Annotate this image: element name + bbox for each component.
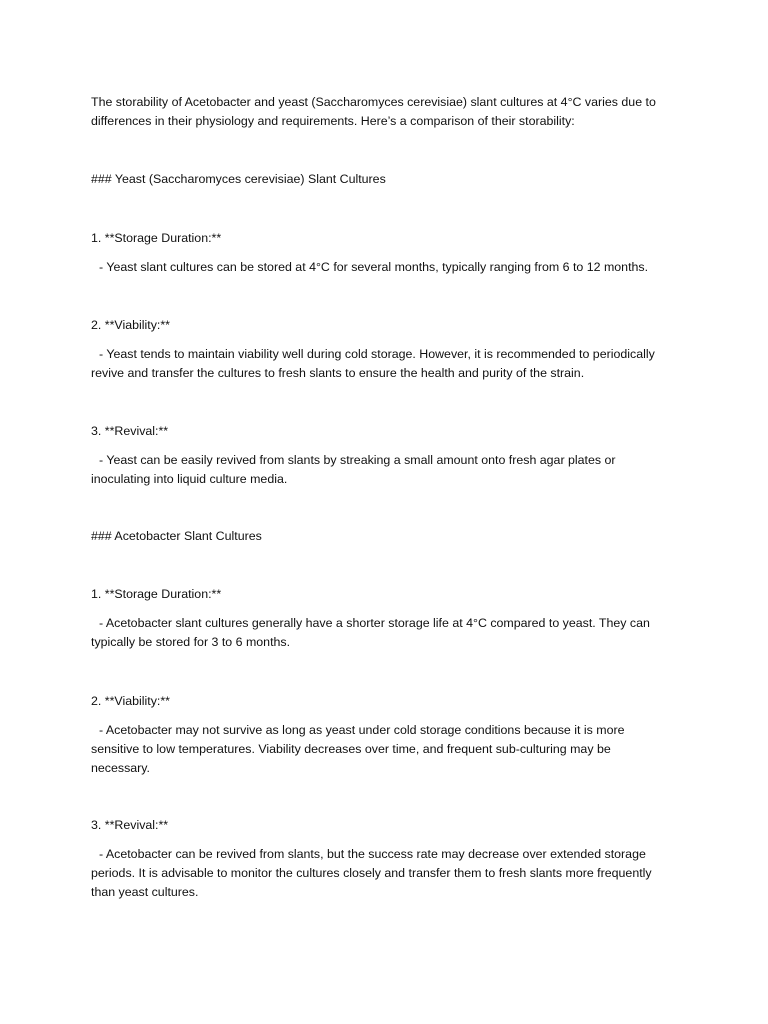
intro-line: differences in their physiology and requirements. Here’s a comparison of their storability: [91,114,575,128]
yeast-item-2-label: 2. **Viability:** [91,318,170,332]
yeast-item-3-text: inoculating into liquid culture media. [91,472,288,486]
yeast-item-2-text: - Yeast tends to maintain viability well during cold storage. However, it is recommended to periodically [99,347,655,361]
yeast-item-3-label: 3. **Revival:** [91,424,169,438]
acetobacter-item-2-label: 2. **Viability:** [91,694,170,708]
acetobacter-item-1-text: typically be stored for 3 to 6 months. [91,635,291,649]
acetobacter-item-1-text: - Acetobacter slant cultures generally have a shorter storage life at 4°C compared to yeast. They can [99,616,650,630]
acetobacter-item-3-text: than yeast cultures. [91,885,199,899]
yeast-item-2-text: revive and transfer the cultures to fresh slants to ensure the health and purity of the strain. [91,366,585,380]
acetobacter-item-3-label: 3. **Revival:** [91,818,169,832]
section-heading-acetobacter: ### Acetobacter Slant Cultures [91,529,262,543]
acetobacter-item-3-text: periods. It is advisable to monitor the cultures closely and transfer them to fresh slants more frequently [91,866,652,880]
acetobacter-item-2-text: necessary. [91,761,150,775]
acetobacter-item-1-label: 1. **Storage Duration:** [91,587,222,601]
acetobacter-item-3-text: - Acetobacter can be revived from slants, but the success rate may decrease over extended storage [99,847,646,861]
acetobacter-item-2-text: sensitive to low temperatures. Viability decreases over time, and frequent sub-culturing may be [91,742,611,756]
yeast-item-3-text: - Yeast can be easily revived from slants by streaking a small amount onto fresh agar plates or [99,453,616,467]
section-heading-yeast: ### Yeast (Saccharomyces cerevisiae) Slant Cultures [91,172,386,186]
intro-line: The storability of Acetobacter and yeast (Saccharomyces cerevisiae) slant cultures at 4°C varies due to [91,95,656,109]
acetobacter-item-2-text: - Acetobacter may not survive as long as yeast under cold storage conditions because it is more [99,723,625,737]
yeast-item-1-label: 1. **Storage Duration:** [91,231,222,245]
yeast-item-1-text: - Yeast slant cultures can be stored at 4°C for several months, typically ranging from 6 to 12 months. [99,260,649,274]
